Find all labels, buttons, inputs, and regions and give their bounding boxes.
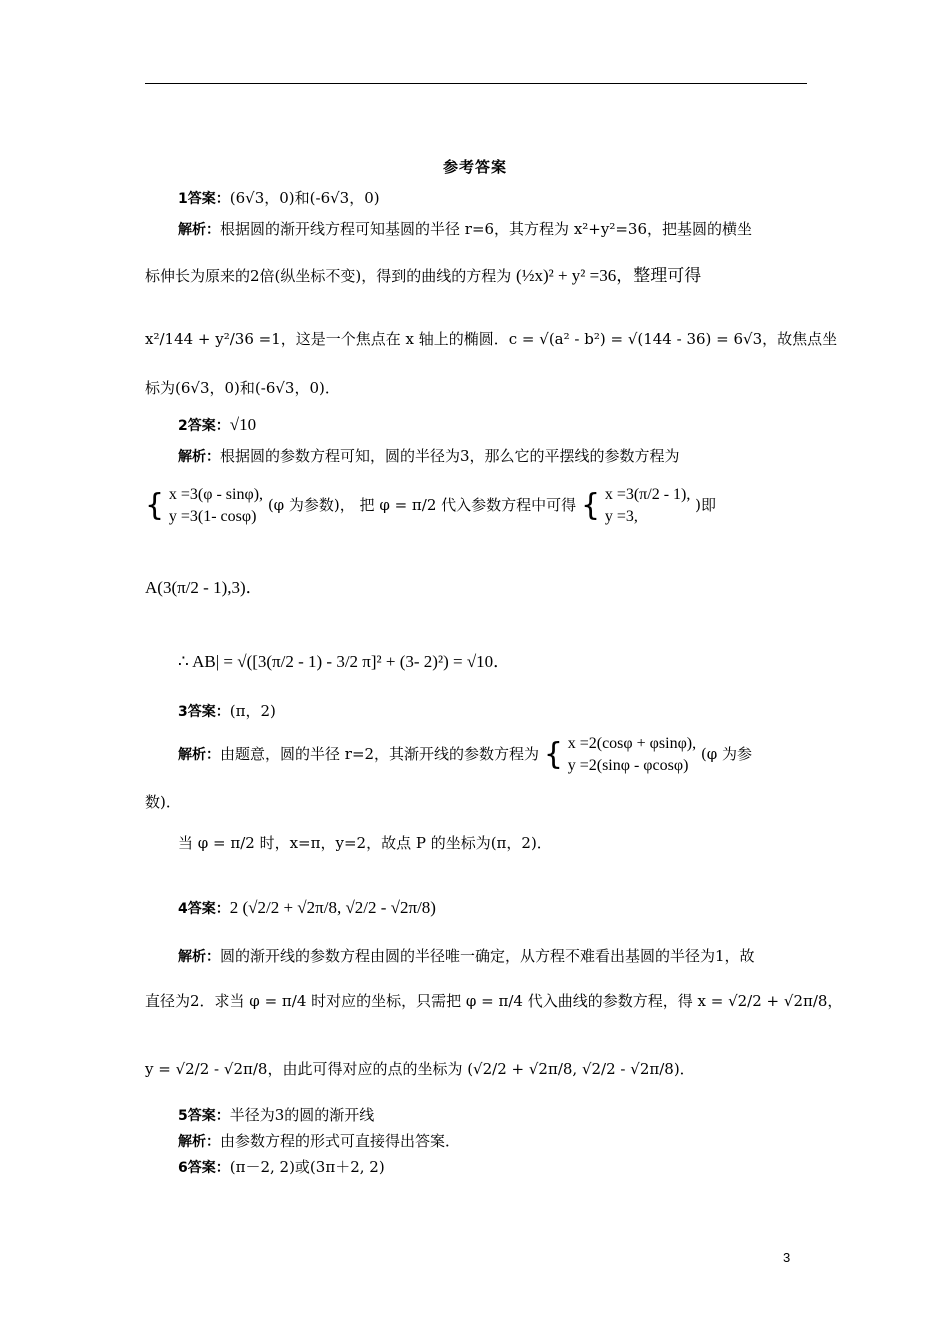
q2-analysis-line-4 xyxy=(178,652,510,672)
q2-system-2 xyxy=(605,484,691,528)
q3-analysis-line-1 xyxy=(178,733,752,777)
q2-text-1: 根据圆的参数方程可知，圆的半径为3，那么它的平摆线的参数方程为 xyxy=(220,447,680,465)
q5-analysis-line-1 xyxy=(178,1131,460,1152)
q3-label: 3答案： xyxy=(178,704,230,720)
q4-text-2: 直径为2．求当 φ = π/4 时对应的坐标，只需把 φ = π/4 代入曲线的参数方程，得 x = √2/2 + √2π/8， xyxy=(145,992,843,1010)
q2-analysis-label: 解析： xyxy=(178,449,220,465)
q3-analysis-line-2 xyxy=(145,792,181,812)
q1-analysis-line-3 xyxy=(145,329,837,349)
q3-text-3: 当 φ = π/2 时，x=π，y=2，故点 P 的坐标为(π，2)． xyxy=(178,834,552,852)
q1-answer-line xyxy=(178,188,380,209)
q3-sys-row2: y =2(sinφ - φcosφ) xyxy=(567,757,689,774)
q4-label: 4答案： xyxy=(178,901,230,917)
q6-answer: (π－2, 2)或(3π＋2, 2) xyxy=(229,1158,385,1176)
left-brace-icon: { xyxy=(580,488,601,523)
q4-answer: 2 (√2/2 + √2π/8, √2/2 - √2π/8) xyxy=(229,898,436,917)
q4-analysis-line-2 xyxy=(145,991,842,1011)
q3-text-1: 由题意，圆的半径 r=2，其渐开线的参数方程为 xyxy=(220,745,540,763)
q4-text-3: y = √2/2 - √2π/8，由此可得对应的点的坐标为 (√2/2 + √2π/8, √2/2 - √2π/8)． xyxy=(145,1060,695,1078)
q1-text-3: x²/144 + y²/36 =1，这是一个焦点在 x 轴上的椭圆．c = √(a² - b²) = √(144 - 36) = 6√3，故焦点坐 xyxy=(145,330,838,348)
q3-analysis-label: 解析： xyxy=(178,747,220,763)
q4-analysis-line-1 xyxy=(178,946,755,967)
q2-analysis-line-1 xyxy=(178,446,680,467)
q5-label: 5答案： xyxy=(178,1108,230,1124)
q6-label: 6答案： xyxy=(178,1160,230,1176)
q1-analysis-line-2 xyxy=(145,266,701,286)
q3-answer: (π，2) xyxy=(229,702,276,720)
q2-analysis-line-3 xyxy=(145,578,263,598)
q2-answer-line xyxy=(178,415,256,436)
q2-tail: )即 xyxy=(695,496,716,514)
q3-sys-row1: x =2(cosφ + φsinφ), xyxy=(567,735,697,752)
q5-analysis-label: 解析： xyxy=(178,1134,220,1150)
header-rule xyxy=(145,83,807,84)
q3-answer-line xyxy=(178,701,276,722)
q1-analysis-line-4 xyxy=(145,378,340,398)
q2-distance: ∴ AB| = √([3(π/2 - 1) - 3/2 π]² + (3- 2)²) = √10． xyxy=(178,652,511,671)
q2-label: 2答案： xyxy=(178,418,230,434)
q2-sys2-row1: x =3(π/2 - 1), xyxy=(604,486,691,503)
q4-analysis-label: 解析： xyxy=(178,949,220,965)
q4-analysis-line-3 xyxy=(145,1059,695,1079)
q4-text-1: 圆的渐开线的参数方程由圆的半径唯一确定，从方程不难看出基圆的半径为1，故 xyxy=(220,947,755,965)
q1-answer: (6√3，0)和(-6√3，0) xyxy=(229,189,380,207)
q1-text-1: 根据圆的渐开线方程可知基圆的半径 r=6，其方程为 x²+y²=36，把基圆的横坐 xyxy=(220,220,753,238)
q2-point-a: A(3(π/2 - 1),3)． xyxy=(145,578,263,597)
q3-text-1b: (φ 为参 xyxy=(700,745,753,763)
q2-answer: √10 xyxy=(229,415,257,434)
q2-sys2-row2: y =3, xyxy=(604,508,638,525)
q1-analysis-label: 解析： xyxy=(178,222,220,238)
q3-text-2: 数)． xyxy=(145,793,181,811)
q2-system-1 xyxy=(169,484,263,528)
q1-label: 1答案： xyxy=(178,191,230,207)
q1-text-4: 标为(6√3，0)和(-6√3，0)． xyxy=(145,379,340,397)
left-brace-icon: { xyxy=(145,488,165,523)
q6-answer-line xyxy=(178,1157,385,1178)
q1-analysis-line-1 xyxy=(178,219,752,240)
q2-sys1-row1: x =3(φ - sinφ), xyxy=(168,486,264,503)
page-number: 3 xyxy=(783,1250,791,1265)
q5-answer: 半径为3的圆的渐开线 xyxy=(229,1106,375,1124)
q1-text-2: 标伸长为原来的2倍(纵坐标不变)，得到的曲线的方程为 xyxy=(145,267,512,285)
left-brace-icon: { xyxy=(543,737,563,772)
q3-analysis-line-3 xyxy=(178,833,552,853)
page-title: 参考答案 xyxy=(442,158,507,176)
q2-analysis-line-2 xyxy=(145,484,716,528)
q5-text-1: 由参数方程的形式可直接得出答案． xyxy=(220,1132,461,1150)
q1-equation: (½x)² + y² =36，整理可得 xyxy=(516,266,702,285)
q3-system xyxy=(568,733,696,777)
q4-answer-line xyxy=(178,898,436,919)
q2-mid-text: (φ 为参数)， 把 φ = π/2 代入参数方程中可得 xyxy=(267,496,577,514)
q2-sys1-row2: y =3(1- cosφ) xyxy=(168,508,257,525)
q5-answer-line xyxy=(178,1105,374,1126)
